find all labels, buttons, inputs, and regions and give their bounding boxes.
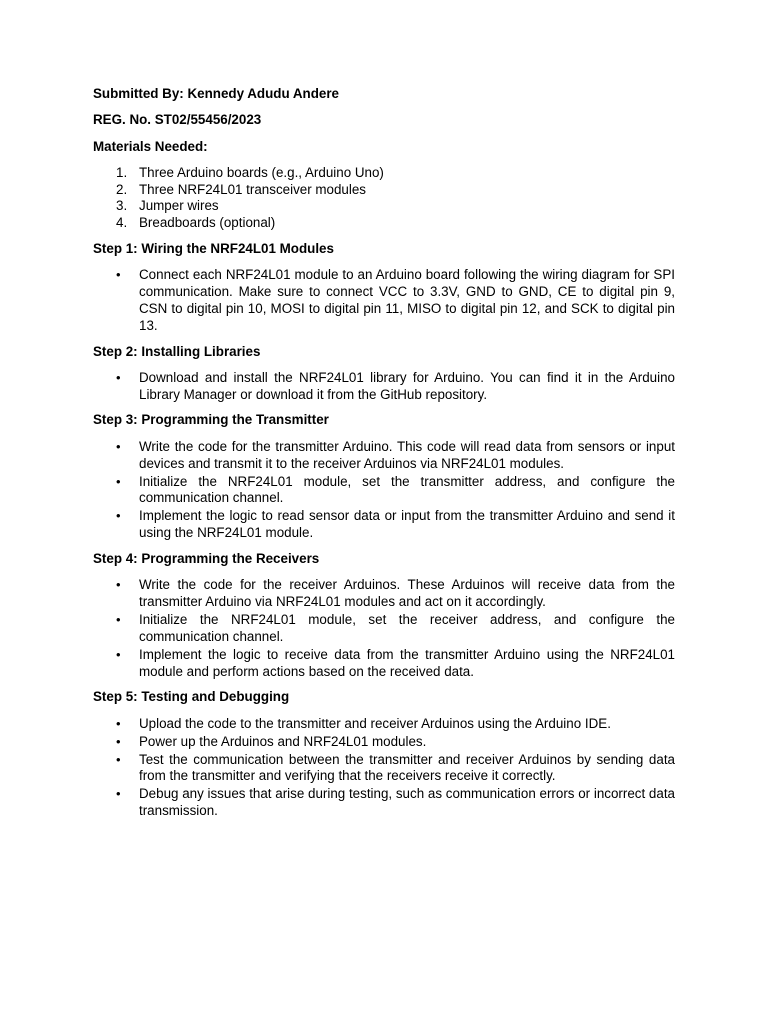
list-item	[93, 786, 675, 820]
item-text: Jumper wires	[139, 198, 219, 214]
step-2-heading: Step 2: Installing Libraries	[93, 343, 261, 359]
step-3-heading: Step 3: Programming the Transmitter	[93, 412, 329, 428]
step-4-list	[93, 577, 675, 680]
bullet-icon: •	[116, 786, 121, 802]
submitted-by: Submitted By: Kennedy Adudu Andere	[93, 86, 339, 101]
list-item-text: Test the communication between the transmitter and receiver Arduinos by sending data from the transmitter and verifying that the receivers receive it correctly.	[139, 751, 675, 784]
list-item	[93, 508, 675, 542]
registration-number: REG. No. ST02/55456/2023	[93, 112, 262, 128]
bullet-icon: •	[116, 751, 121, 767]
list-item-text: Implement the logic to receive data from the transmitter Arduino using the NRF24L01 module and perform actions based on the received data.	[139, 646, 675, 679]
item-number: 4.	[116, 215, 128, 231]
bullet-icon: •	[116, 611, 121, 627]
list-item	[93, 370, 675, 404]
item-text: Breadboards (optional)	[139, 215, 276, 231]
materials-item	[93, 182, 675, 199]
list-item-text: Download and install the NRF24L01 library for Arduino. You can find it in the Arduino Library Manager or download it from the GitHub repository.	[139, 369, 675, 402]
document-page	[93, 86, 675, 829]
materials-item	[93, 215, 675, 232]
list-item-text: Write the code for the receiver Arduinos. These Arduinos will receive data from the transmitter Arduino via NRF24L01 modules and act on it accordingly.	[139, 577, 675, 609]
list-item	[93, 577, 675, 611]
list-item-text: Power up the Arduinos and NRF24L01 modules.	[139, 733, 427, 749]
list-item-text: Connect each NRF24L01 module to an Arduino board following the wiring diagram for SPI communication. Make sure to connect VCC to 3.3V, GND to GND, CE to digital pin 9, CSN to digital pin 10, MOSI to digital pin 11, MISO to digital pin 12, and SCK to digital pin 13.	[139, 267, 675, 333]
materials-list	[93, 165, 675, 232]
step-3-list	[93, 439, 675, 542]
item-number: 3.	[116, 198, 128, 214]
list-item	[93, 752, 675, 786]
list-item-text: Upload the code to the transmitter and receiver Arduinos using the Arduino IDE.	[139, 715, 611, 731]
step-4-heading: Step 4: Programming the Receivers	[93, 550, 320, 566]
list-item-text: Implement the logic to read sensor data or input from the transmitter Arduino and send it using the NRF24L01 module.	[139, 508, 675, 541]
bullet-icon: •	[116, 577, 121, 593]
step-1-list	[93, 267, 675, 334]
list-item	[93, 612, 675, 646]
list-item	[93, 267, 675, 334]
materials-item	[93, 198, 675, 215]
step-1-heading: Step 1: Wiring the NRF24L01 Modules	[93, 241, 334, 257]
list-item-text: Debug any issues that arise during testing, such as communication errors or incorrect data transmission.	[139, 786, 675, 819]
bullet-icon: •	[116, 733, 121, 749]
list-item	[93, 439, 675, 473]
list-item-text: Initialize the NRF24L01 module, set the receiver address, and configure the communication channel.	[139, 611, 675, 644]
list-item-text: Write the code for the transmitter Arduino. This code will read data from sensors or input devices and transmit it to the receiver Arduinos via NRF24L01 modules.	[139, 438, 675, 471]
item-text: Three Arduino boards (e.g., Arduino Uno)	[139, 164, 384, 180]
item-number: 2.	[116, 181, 128, 197]
item-text: Three NRF24L01 transceiver modules	[139, 181, 367, 197]
list-item	[93, 474, 675, 508]
step-5-heading: Step 5: Testing and Debugging	[93, 689, 290, 705]
bullet-icon: •	[116, 646, 121, 662]
materials-item	[93, 165, 675, 182]
bullet-icon: •	[116, 369, 121, 385]
bullet-icon: •	[116, 267, 121, 283]
materials-heading: Materials Needed:	[93, 138, 208, 154]
list-item-text: Initialize the NRF24L01 module, set the transmitter address, and configure the communication channel.	[139, 473, 675, 506]
bullet-icon: •	[116, 508, 121, 524]
list-item	[93, 647, 675, 681]
item-number: 1.	[116, 164, 128, 180]
bullet-icon: •	[116, 473, 121, 489]
bullet-icon: •	[116, 438, 121, 454]
list-item	[93, 734, 675, 751]
bullet-icon: •	[116, 715, 121, 731]
step-2-list	[93, 370, 675, 404]
list-item	[93, 716, 675, 733]
step-5-list	[93, 716, 675, 820]
